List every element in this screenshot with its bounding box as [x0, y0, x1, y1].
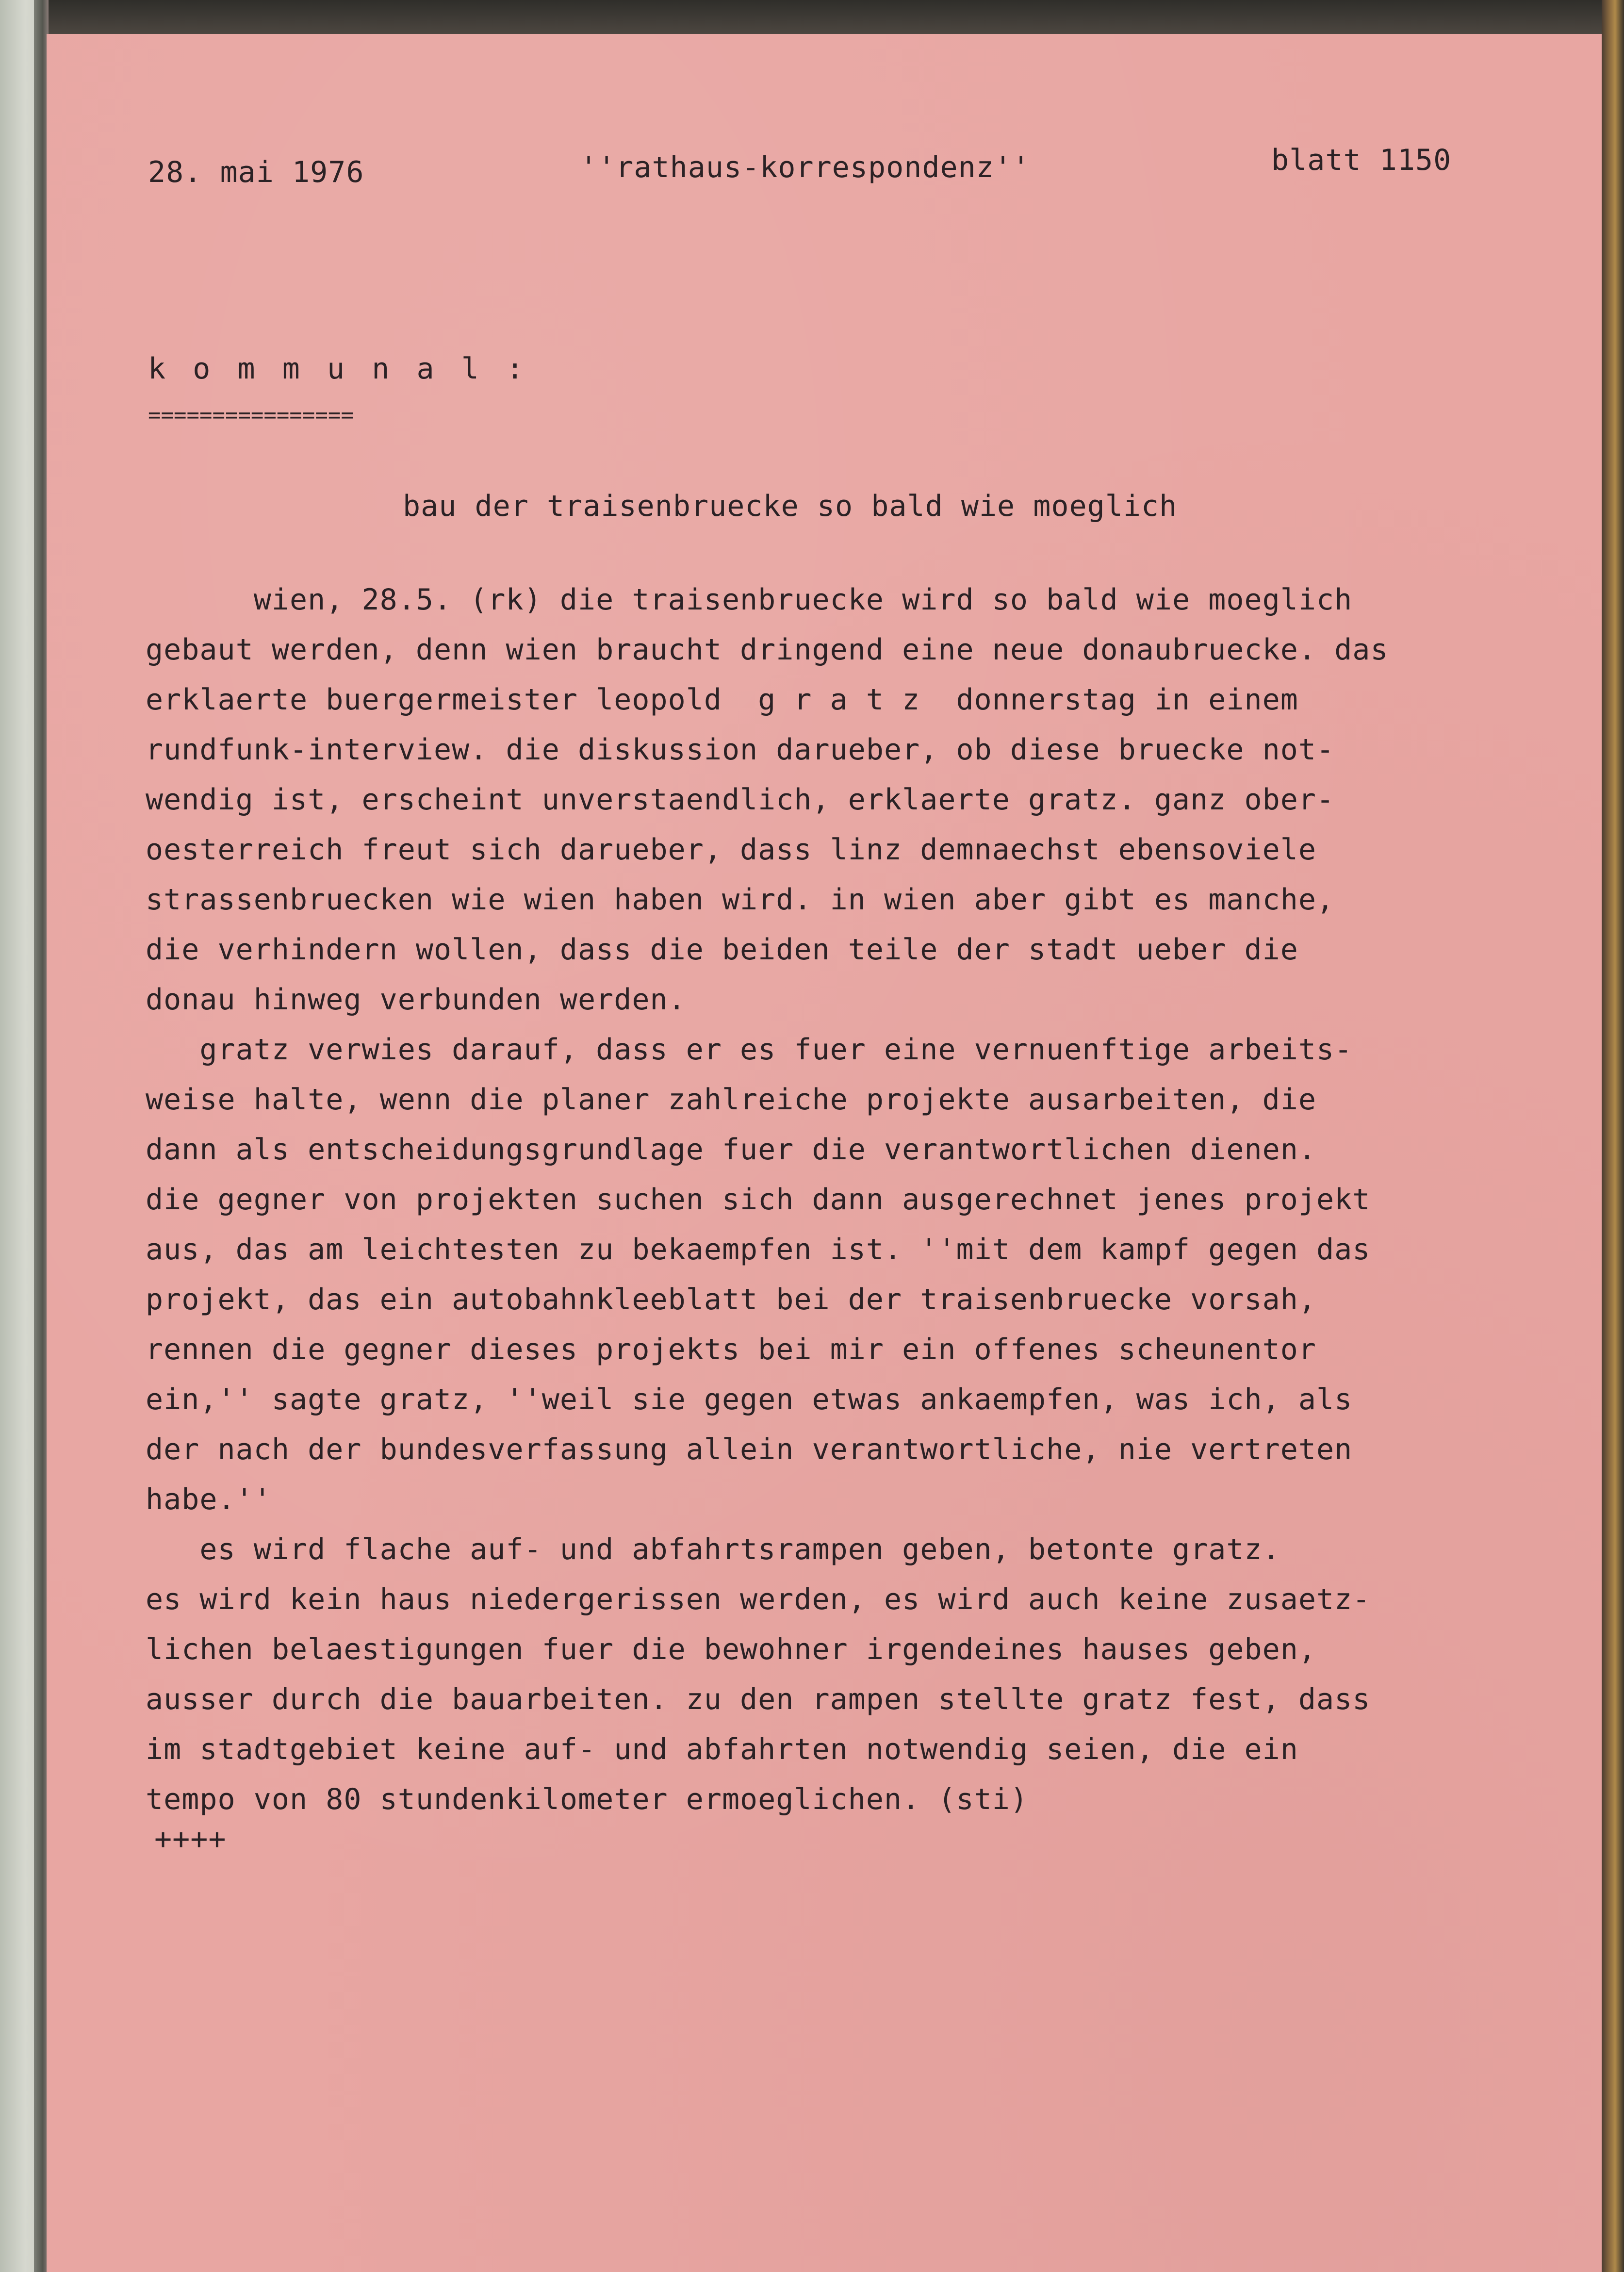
header-date: 28. mai 1976: [148, 155, 364, 189]
body-line: projekt, das ein autobahnkleeblatt bei der traisenbruecke vorsah,: [146, 1283, 1316, 1317]
body-line: wien, 28.5. (rk) die traisenbruecke wird so bald wie moeglich: [146, 583, 1353, 617]
body-line: lichen belaestigungen fuer die bewohner irgendeines hauses geben,: [146, 1632, 1316, 1666]
body-line: der nach der bundesverfassung allein verantwortliche, nie vertreten: [146, 1432, 1353, 1466]
header-publication: ''rathaus-korrespondenz'': [580, 150, 1031, 184]
header-sheet-number: blatt 1150: [1271, 143, 1452, 177]
body-line: donau hinweg verbunden werden.: [146, 983, 686, 1017]
article-body: [146, 575, 1582, 1825]
body-line: ausser durch die bauarbeiten. zu den rampen stellte gratz fest, dass: [146, 1682, 1371, 1716]
body-line: erklaerte buergermeister leopold g r a t z donnerstag in einem: [146, 683, 1298, 717]
body-line: weise halte, wenn die planer zahlreiche projekte ausarbeiten, die: [146, 1083, 1316, 1117]
body-line: es wird flache auf- und abfahrtsrampen geben, betonte gratz.: [146, 1532, 1280, 1566]
body-line: dann als entscheidungsgrundlage fuer die verantwortlichen dienen.: [146, 1133, 1316, 1167]
scan-top-border: [47, 0, 1602, 34]
body-line: oesterreich freut sich darueber, dass linz demnaechst ebensoviele: [146, 833, 1316, 867]
scan-right-border: [1602, 0, 1624, 2272]
body-line: gebaut werden, denn wien braucht dringend eine neue donaubruecke. das: [146, 633, 1389, 667]
body-line: die verhindern wollen, dass die beiden teile der stadt ueber die: [146, 933, 1298, 967]
body-line: rennen die gegner dieses projekts bei mir ein offenes scheunentor: [146, 1333, 1316, 1366]
article-headline: bau der traisenbruecke so bald wie moeglich: [403, 489, 1178, 523]
body-line: rundfunk-interview. die diskussion darueber, ob diese bruecke not-: [146, 733, 1335, 767]
body-line: ein,'' sagte gratz, ''weil sie gegen etwas ankaempfen, was ich, als: [146, 1383, 1353, 1416]
body-line: im stadtgebiet keine auf- und abfahrten notwendig seien, die ein: [146, 1732, 1298, 1766]
body-line: wendig ist, erscheint unverstaendlich, erklaerte gratz. ganz ober-: [146, 783, 1335, 817]
section-underline: ================: [148, 403, 354, 428]
end-of-article-mark: ++++: [154, 1822, 227, 1856]
section-label: k o m m u n a l :: [148, 352, 529, 386]
body-line: tempo von 80 stundenkilometer ermoeglichen. (sti): [146, 1782, 1029, 1816]
body-line: habe.'': [146, 1482, 272, 1516]
body-line: aus, das am leichtesten zu bekaempfen ist. ''mit dem kampf gegen das: [146, 1233, 1371, 1267]
body-line: die gegner von projekten suchen sich dann ausgerechnet jenes projekt: [146, 1183, 1371, 1217]
body-line: strassenbruecken wie wien haben wird. in wien aber gibt es manche,: [146, 883, 1335, 917]
body-line: gratz verwies darauf, dass er es fuer eine vernuenftige arbeits-: [146, 1033, 1353, 1067]
body-line: es wird kein haus niedergerissen werden, es wird auch keine zusaetz-: [146, 1582, 1371, 1616]
